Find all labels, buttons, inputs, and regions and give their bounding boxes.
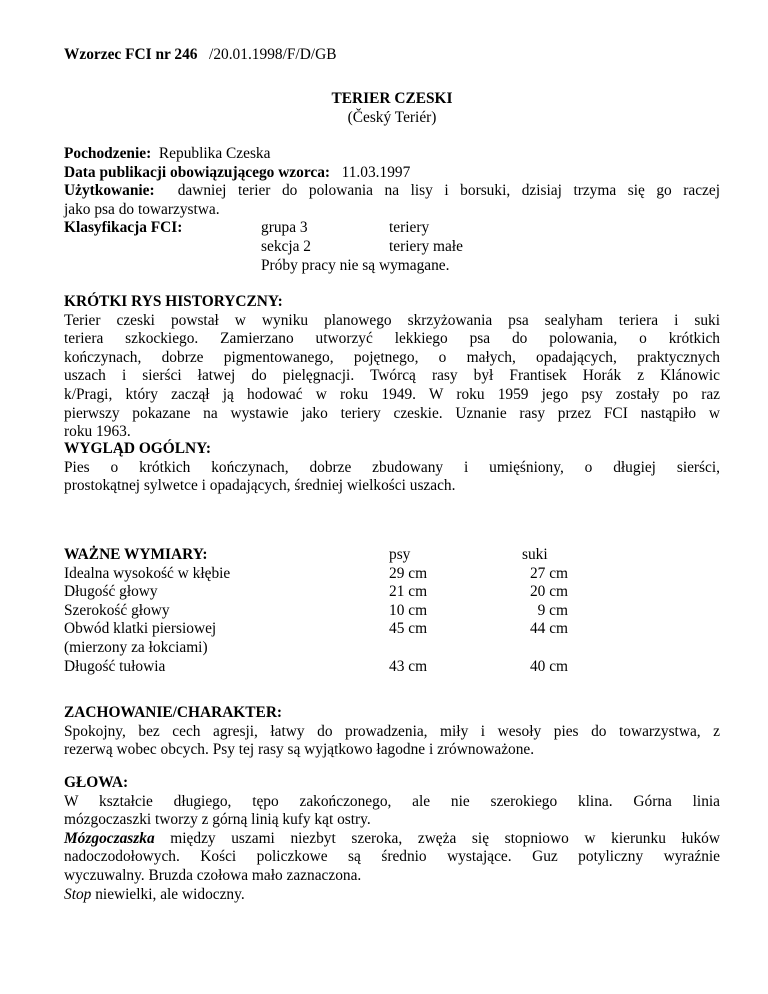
skull-line: nadoczodołowych. Kości policzkowe są średnio wystające. Guz potyliczny wyraźnie [64, 848, 720, 866]
breed-name: TERIER CZESKI [331, 90, 453, 107]
measurement-males: 43 cm [389, 657, 428, 675]
column-males: psy [389, 546, 411, 563]
measurement-males: 10 cm [389, 601, 428, 619]
history-line: Terier czeski powstał w wyniku planowego skrzyżowania psa sealyham teriera i suki [64, 311, 720, 329]
classification-group-name: teriery [389, 219, 430, 237]
measurement-females: 20 cm [529, 583, 568, 601]
history-line: pierwszy pokazane na wystawie jako teriery czeskie. Uznanie rasy przez FCI nastąpiło w [64, 404, 720, 422]
date-value: 11.03.1997 [341, 163, 411, 181]
breed-native-name: (Český Teriér) [347, 108, 437, 126]
measurement-label: Długość tułowia [64, 657, 166, 675]
measurements-header-row [64, 546, 720, 565]
measurement-note: (mierzony za łokciami) [64, 638, 208, 656]
skull-term: Mózgoczaszka [64, 829, 155, 847]
standard-number: Wzorzec FCI nr 246 [64, 46, 198, 63]
history-line: k/Pragi, który zaczął ją hodować w roku 1949. W roku 1959 jego psy zostały po raz [64, 385, 720, 403]
measurement-females: 27 cm [529, 564, 568, 582]
table-row [64, 602, 720, 621]
use-label: Użytkowanie: [64, 182, 155, 200]
general-appearance-heading: WYGLĄD OGÓLNY: [64, 440, 211, 457]
standard-header [64, 46, 336, 65]
head-line: W kształcie długiego, tępo zakończonego, ale nie szerokiego klina. Górna linia [64, 792, 720, 810]
temperament-line: rezerwą wobec obcych. Psy tej rasy są wyjątkowo łagodne i zrównoważone. [64, 741, 535, 759]
date-label: Data publikacji obowiązującego wzorca: [64, 163, 331, 181]
measurement-label: Szerokość głowy [64, 601, 170, 619]
skull-line [64, 830, 720, 849]
info-section [64, 145, 720, 275]
use-text: dawniej terier do polowania na lisy i borsuki, dzisiaj trzyma się go raczej [177, 182, 720, 200]
table-row-note [64, 639, 720, 658]
classification-section: sekcja 2 [261, 237, 311, 255]
temperament-heading: ZACHOWANIE/CHARAKTER: [64, 704, 283, 721]
general-appearance-line: prostokątnej sylwetce i opadających, średniej wielkości uszach. [64, 477, 456, 495]
classification-row-section [64, 238, 720, 257]
standard-reference: /20.01.1998/F/D/GB [209, 46, 337, 63]
head-section [64, 774, 720, 904]
column-females: suki [522, 546, 548, 563]
stop-text: niewielki, ale widoczny. [95, 885, 245, 903]
measurement-males: 45 cm [389, 620, 428, 638]
temperament-section [64, 704, 720, 760]
origin-line [64, 145, 720, 164]
history-heading: KRÓTKI RYS HISTORYCZNY: [64, 293, 283, 310]
history-section [64, 293, 720, 442]
measurement-label: Idealna wysokość w kłębie [64, 564, 231, 582]
table-row [64, 583, 720, 602]
measurement-males: 29 cm [389, 564, 428, 582]
general-appearance-line: Pies o krótkich kończynach, dobrze zbudowany i umięśniony, o długiej sierści, [64, 458, 720, 476]
table-row [64, 565, 720, 584]
measurement-males: 21 cm [389, 583, 428, 601]
measurement-females: 9 cm [537, 601, 568, 619]
table-row [64, 658, 720, 677]
classification-group: grupa 3 [261, 219, 308, 237]
date-line [64, 164, 720, 183]
breed-title [64, 90, 720, 127]
use-line [64, 182, 720, 201]
temperament-line: Spokojny, bez cech agresji, łatwy do prowadzenia, miły i wesoły pies do towarzystwa, z [64, 722, 720, 740]
working-trials: Próby pracy nie są wymagane. [261, 256, 450, 274]
classification-section-name: teriery małe [389, 237, 463, 255]
origin-label: Pochodzenie: [64, 145, 152, 162]
stop-term: Stop [64, 885, 92, 903]
history-line: roku 1963. [64, 423, 131, 441]
history-line: kończynach, dobrze pigmentowanego, pojętnego, o małych, opadających, praktycznych [64, 348, 720, 366]
origin-value: Republika Czeska [158, 145, 271, 162]
history-line: uszach i sierści łatwej do pielęgnacji. Twórcą rasy był Frantisek Horák z Klánowic [64, 367, 720, 385]
classification-label: Klasyfikacja FCI: [64, 219, 183, 237]
table-row [64, 620, 720, 639]
stop-line [64, 886, 720, 905]
measurement-label: Obwód klatki piersiowej [64, 620, 217, 638]
measurements-heading: WAŻNE WYMIARY: [64, 546, 208, 563]
measurement-females: 40 cm [529, 657, 568, 675]
skull-text: między uszami niezbyt szeroka, zwęża się stopniowo w kierunku łuków [170, 829, 720, 847]
general-appearance-section [64, 440, 720, 496]
measurements-table [64, 546, 720, 676]
measurement-females: 44 cm [529, 620, 568, 638]
head-line: mózgoczaszki tworzy z górną linią kufy kąt ostry. [64, 811, 371, 829]
head-heading: GŁOWA: [64, 774, 129, 791]
classification-row-trials [64, 257, 720, 276]
classification-row-group [64, 219, 720, 238]
history-line: teriera szkockiego. Zamierzano utworzyć lekkiego psa do polowania, o krótkich [64, 330, 720, 348]
measurement-label: Długość głowy [64, 583, 158, 601]
skull-line: wyczuwalny. Bruzda czołowa mało zaznaczona. [64, 866, 362, 884]
use-line-2: jako psa do towarzystwa. [64, 200, 220, 218]
